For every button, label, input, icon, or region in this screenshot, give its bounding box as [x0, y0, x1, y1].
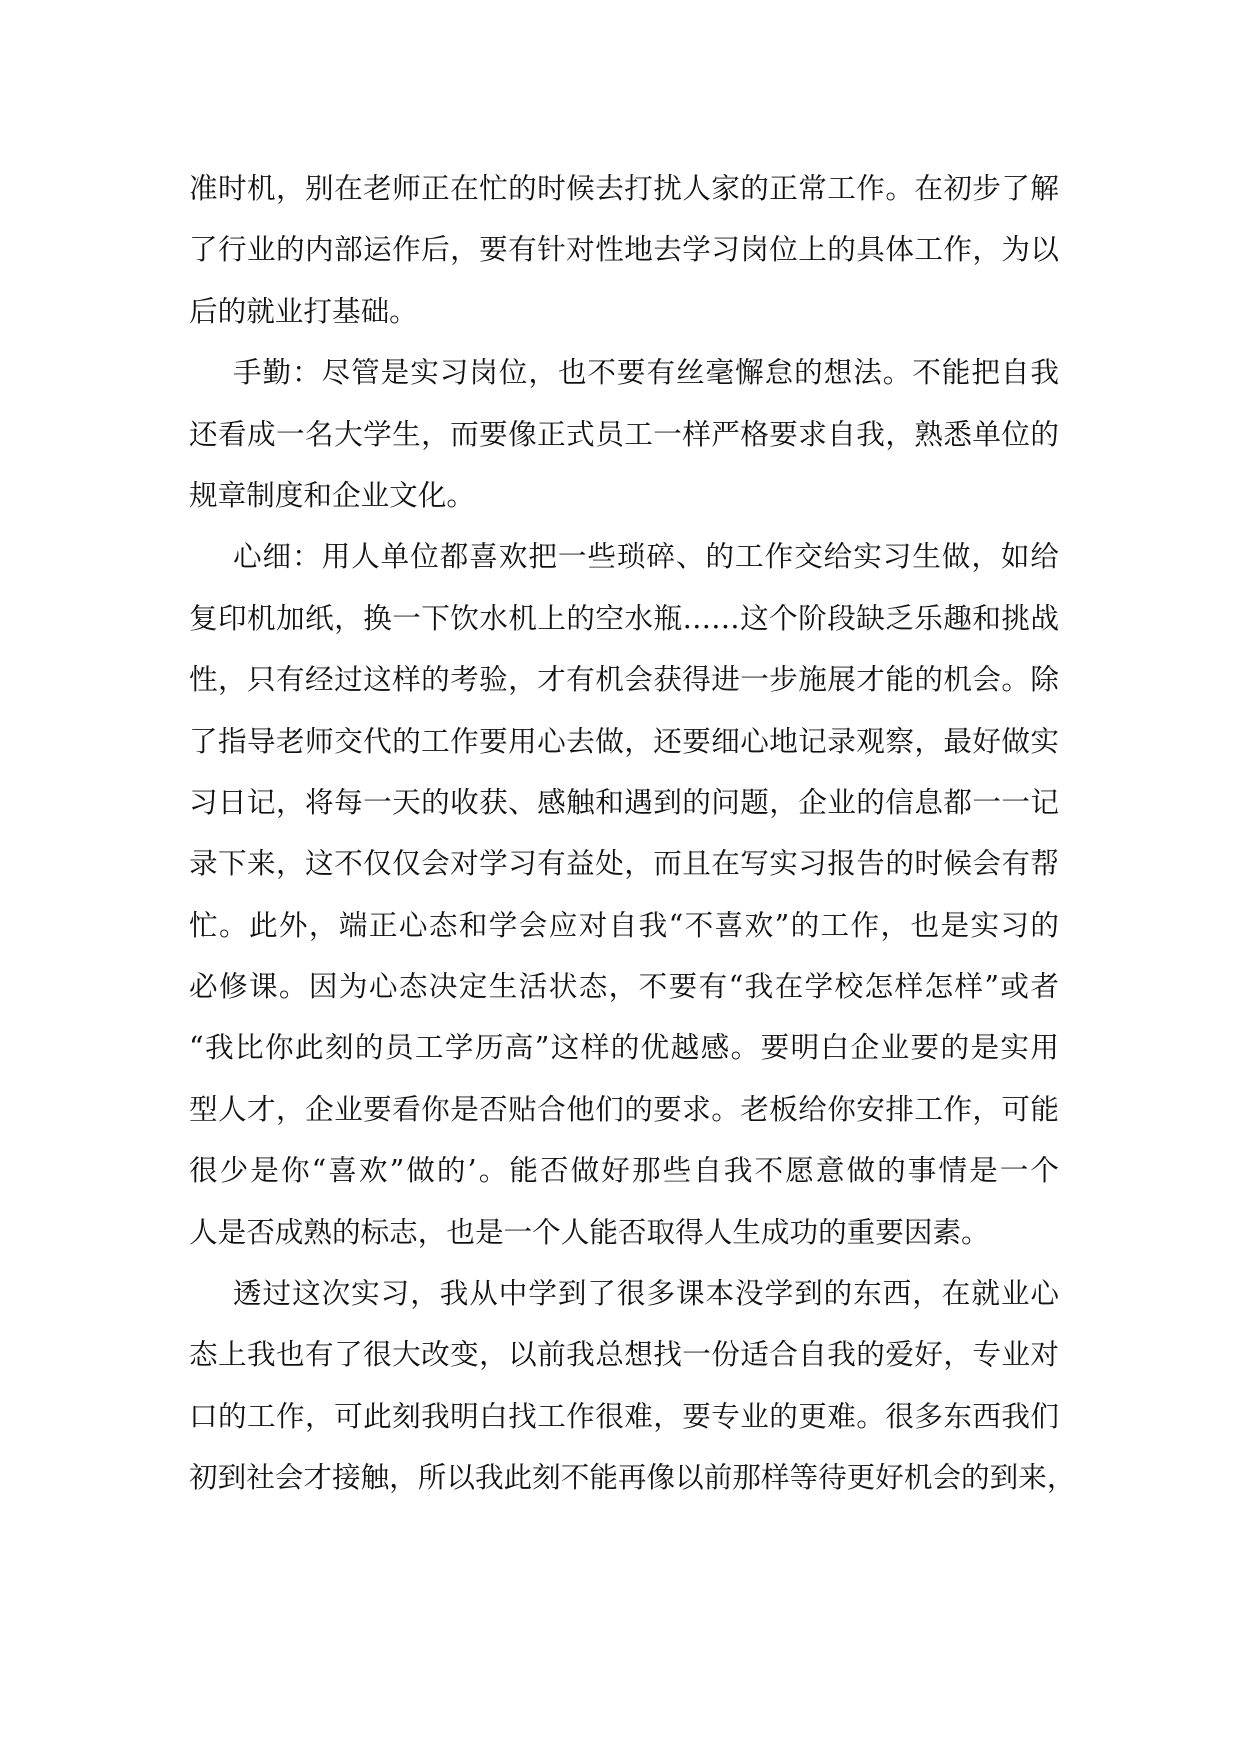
text-line: 了行业的内部运作后，要有针对性地去学习岗位上的具体工作，为以 — [189, 232, 1059, 267]
paragraph-first-line: 手勤：尽管是实习岗位，也不要有丝毫懈怠的想法。不能把自我 — [233, 355, 1059, 390]
text-line: 性，只有经过这样的考验，才有机会获得进一步施展才能的机会。除 — [189, 662, 1059, 697]
text-line: 规章制度和企业文化。 — [189, 477, 475, 512]
paragraph-first-line: 心细：用人单位都喜欢把一些琐碎、的工作交给实习生做，如给 — [233, 539, 1059, 574]
text-line: 后的就业打基础。 — [189, 293, 418, 328]
text-line: 口的工作，可此刻我明白找工作很难，要专业的更难。很多东西我们 — [189, 1398, 1059, 1433]
text-line: 还看成一名大学生，而要像正式员工一样严格要求自我，熟悉单位的 — [189, 416, 1059, 451]
paragraph-first-line: 透过这次实习，我从中学到了很多课本没学到的东西，在就业心 — [233, 1276, 1059, 1311]
text-line: 初到社会才接触，所以我此刻不能再像以前那样等待更好机会的到来， — [189, 1460, 1076, 1495]
text-line: 人是否成熟的标志，也是一个人能否取得人生成功的重要因素。 — [189, 1214, 990, 1249]
text-line: 习日记，将每一天的收获、感触和遇到的问题，企业的信息都一一记 — [189, 784, 1059, 819]
text-line: 准时机，别在老师正在忙的时候去打扰人家的正常工作。在初步了解 — [189, 171, 1059, 205]
text-line: 很少是你“喜欢”做的’。能否做好那些自我不愿意做的事情是一个 — [189, 1153, 1059, 1188]
text-line: “我比你此刻的员工学历高”这样的优越感。要明白企业要的是实用 — [189, 1030, 1059, 1065]
text-line: 态上我也有了很大改变，以前我总想找一份适合自我的爱好，专业对 — [189, 1337, 1059, 1372]
text-line: 型人才，企业要看你是否贴合他们的要求。老板给你安排工作，可能 — [189, 1091, 1059, 1126]
text-line: 必修课。因为心态决定生活状态，不要有“我在学校怎样怎样”或者 — [189, 969, 1059, 1004]
body-text — [189, 158, 1076, 1509]
text-line: 了指导老师交代的工作要用心去做，还要细心地记录观察，最好做实 — [189, 723, 1059, 758]
text-line: 录下来，这不仅仅会对学习有益处，而且在写实习报告的时候会有帮 — [189, 846, 1059, 881]
text-line: 复印机加纸，换一下饮水机上的空水瓶……这个阶段缺乏乐趣和挑战 — [189, 600, 1059, 635]
text-line: 忙。此外，端正心态和学会应对自我“不喜欢”的工作，也是实习的 — [189, 907, 1059, 942]
